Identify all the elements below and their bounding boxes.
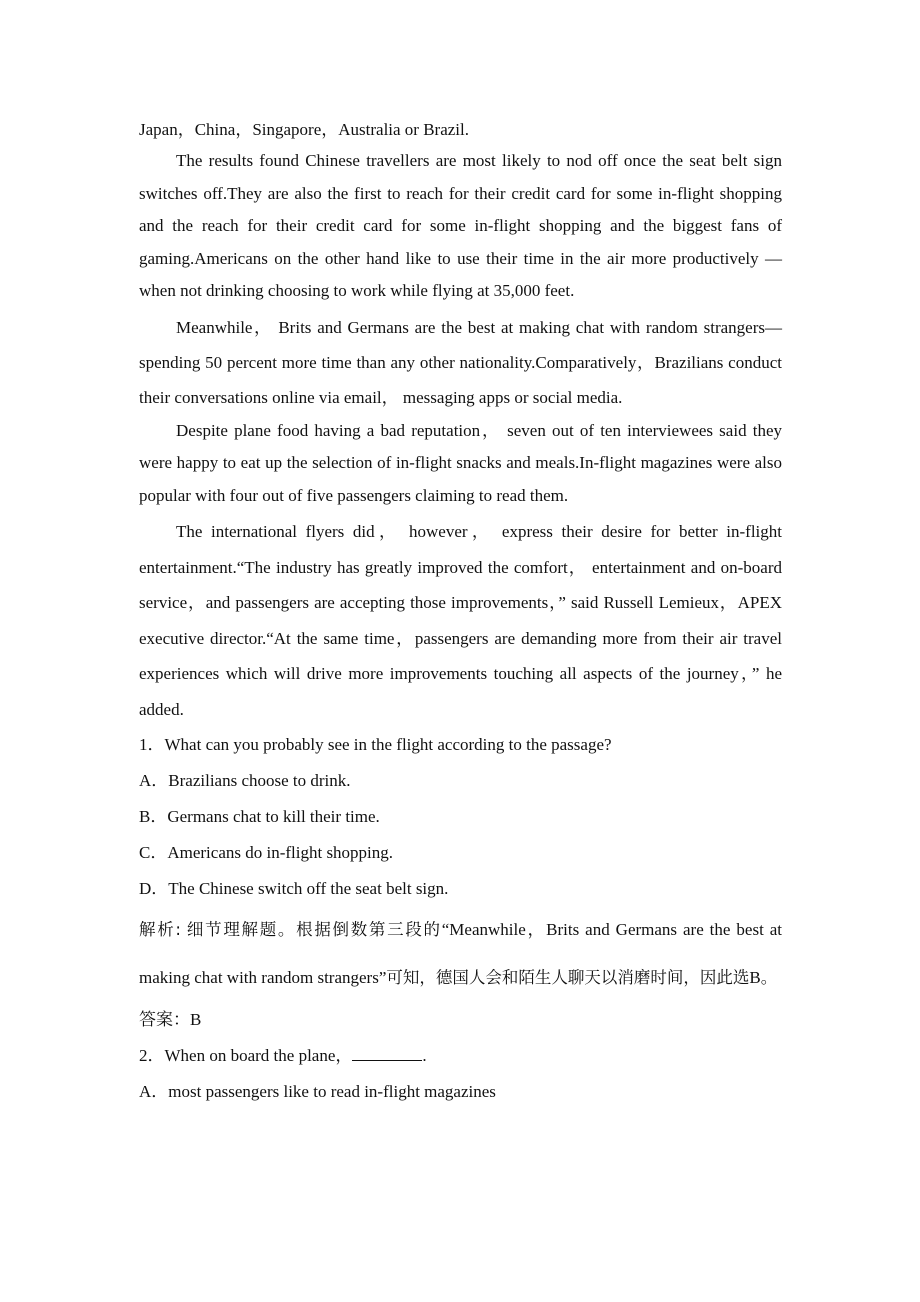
question-1-option: A．Brazilians choose to drink.	[139, 771, 351, 790]
question-2-stem-end: .	[422, 1046, 427, 1065]
question-1-answer: 答案：B	[139, 1010, 202, 1029]
question-1-option: D．The Chinese switch off the seat belt sign.	[139, 879, 449, 898]
passage-paragraph-chinese-travellers: The results found Chinese travellers are most likely to nod off once the seat belt sign switches off.They are also the first to reach for their credit card for some in-flight shopping and the reach for their credit card for some in-flight shopping and the biggest fans of gaming.Americans on the other hand like to use their time in the air more productively — when not drinking choosing to work while flying at 35,000 feet.	[139, 151, 782, 300]
document-page	[139, 112, 782, 1110]
question-1-analysis	[139, 906, 782, 1002]
question-2-stem	[139, 1038, 782, 1074]
analysis-label: 解析:	[139, 920, 181, 939]
question-2-stem-text: 2．When on board the plane，	[139, 1046, 353, 1065]
passage-paragraph-plane-food: Despite plane food having a bad reputation， seven out of ten interviewees said they were happy to eat up the selection of in-flight snacks and meals.In-flight magazines were also popular with four out of five passengers claiming to read them.	[139, 420, 782, 505]
question-1-option: C．Americans do in-flight shopping.	[139, 843, 394, 862]
analysis-text: 可知，德国人会和陌生人聊天以消磨时间，因此选	[386, 968, 750, 987]
question-2-option: A．most passengers like to read in-flight magazines	[139, 1082, 496, 1101]
analysis-end: 。	[760, 968, 778, 987]
analysis-text: 细节理解题。根据倒数第三段的	[186, 920, 442, 939]
question-1-option: B．Germans chat to kill their time.	[139, 807, 380, 826]
analysis-answer-letter: B	[749, 968, 761, 987]
passage-line: Japan，China，Singapore，Australia or Brazil.	[139, 120, 470, 139]
analysis-quote: “Meanwhile，Brits and Germans are the best at making chat with random strangers”	[139, 920, 783, 987]
question-1-stem: 1．What can you probably see in the flight according to the passage?	[139, 735, 612, 754]
answer-blank	[352, 1059, 422, 1061]
passage-paragraph-brits-germans: Meanwhile， Brits and Germans are the best at making chat with random strangers—spending 50 percent more time than any other nationality.Comparatively，Brazilians conduct their conversations online via email， messaging apps or social media.	[139, 317, 782, 407]
passage-paragraph-entertainment: The international flyers did， however， express their desire for better in-flight entertainment.“The industry has greatly improved the comfort， entertainment and on-board service，and passengers are accepting those improvements，” said Russell Lemieux，APEX executive director.“At the same time，passengers are demanding more from their air travel experiences which will drive more improvements touching all aspects of the journey，” he added.	[139, 522, 782, 719]
